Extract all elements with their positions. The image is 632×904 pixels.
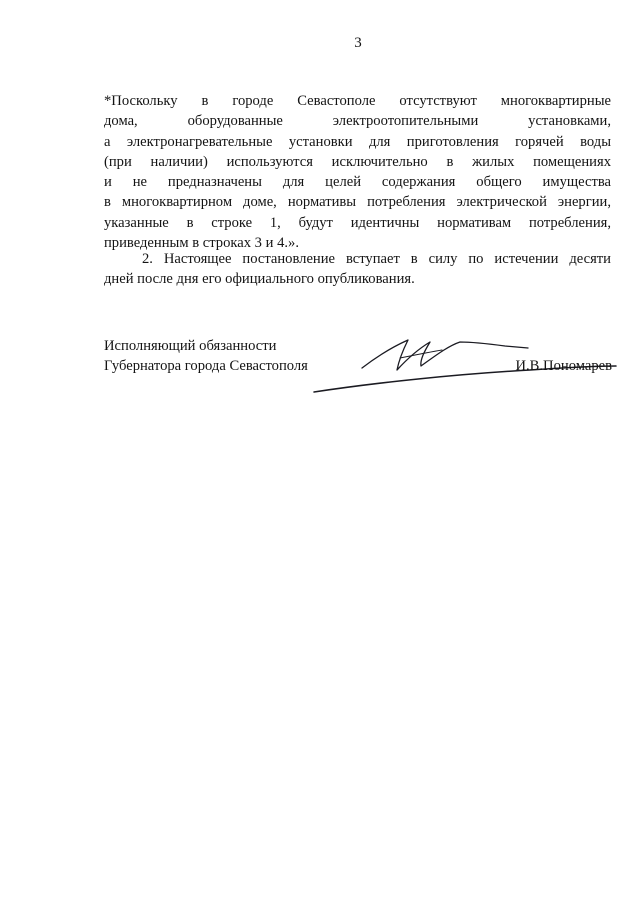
- position-line: Губернатора города Севастополя: [104, 358, 308, 374]
- text-line: (при наличии) используются исключительно в жилых помещениях: [104, 153, 611, 170]
- text-line: указанные в строке 1, будут идентичны нормативам потребления,: [104, 214, 611, 231]
- text-line: в многоквартирном доме, нормативы потребления электрической энергии,: [104, 194, 611, 211]
- position-line: Исполняющий обязанности: [104, 338, 277, 354]
- signature-stroke: [400, 350, 442, 358]
- page-number: 3: [354, 35, 362, 51]
- text-line: и не предназначены для целей содержания общего имущества: [104, 174, 611, 191]
- text-line: приведенным в строках 3 и 4.».: [104, 235, 299, 252]
- signature-stroke: [362, 340, 528, 370]
- text-line: а электронагревательные установки для приготовления горячей воды: [104, 133, 611, 150]
- paragraph-footnote: [104, 91, 611, 253]
- text-line: 2. Настоящее постановление вступает в силу по истечении десяти: [142, 251, 611, 267]
- text-line: *Поскольку в городе Севастополе отсутствуют многоквартирные: [104, 93, 611, 109]
- paragraph-effective-date: [104, 249, 611, 290]
- signer-name: И.В.Пономарев: [515, 358, 612, 374]
- text-line: дома, оборудованные электроотопительными установками,: [104, 113, 611, 130]
- signatory-position: [104, 336, 308, 376]
- text-line: дней после дня его официального опубликования.: [104, 271, 415, 288]
